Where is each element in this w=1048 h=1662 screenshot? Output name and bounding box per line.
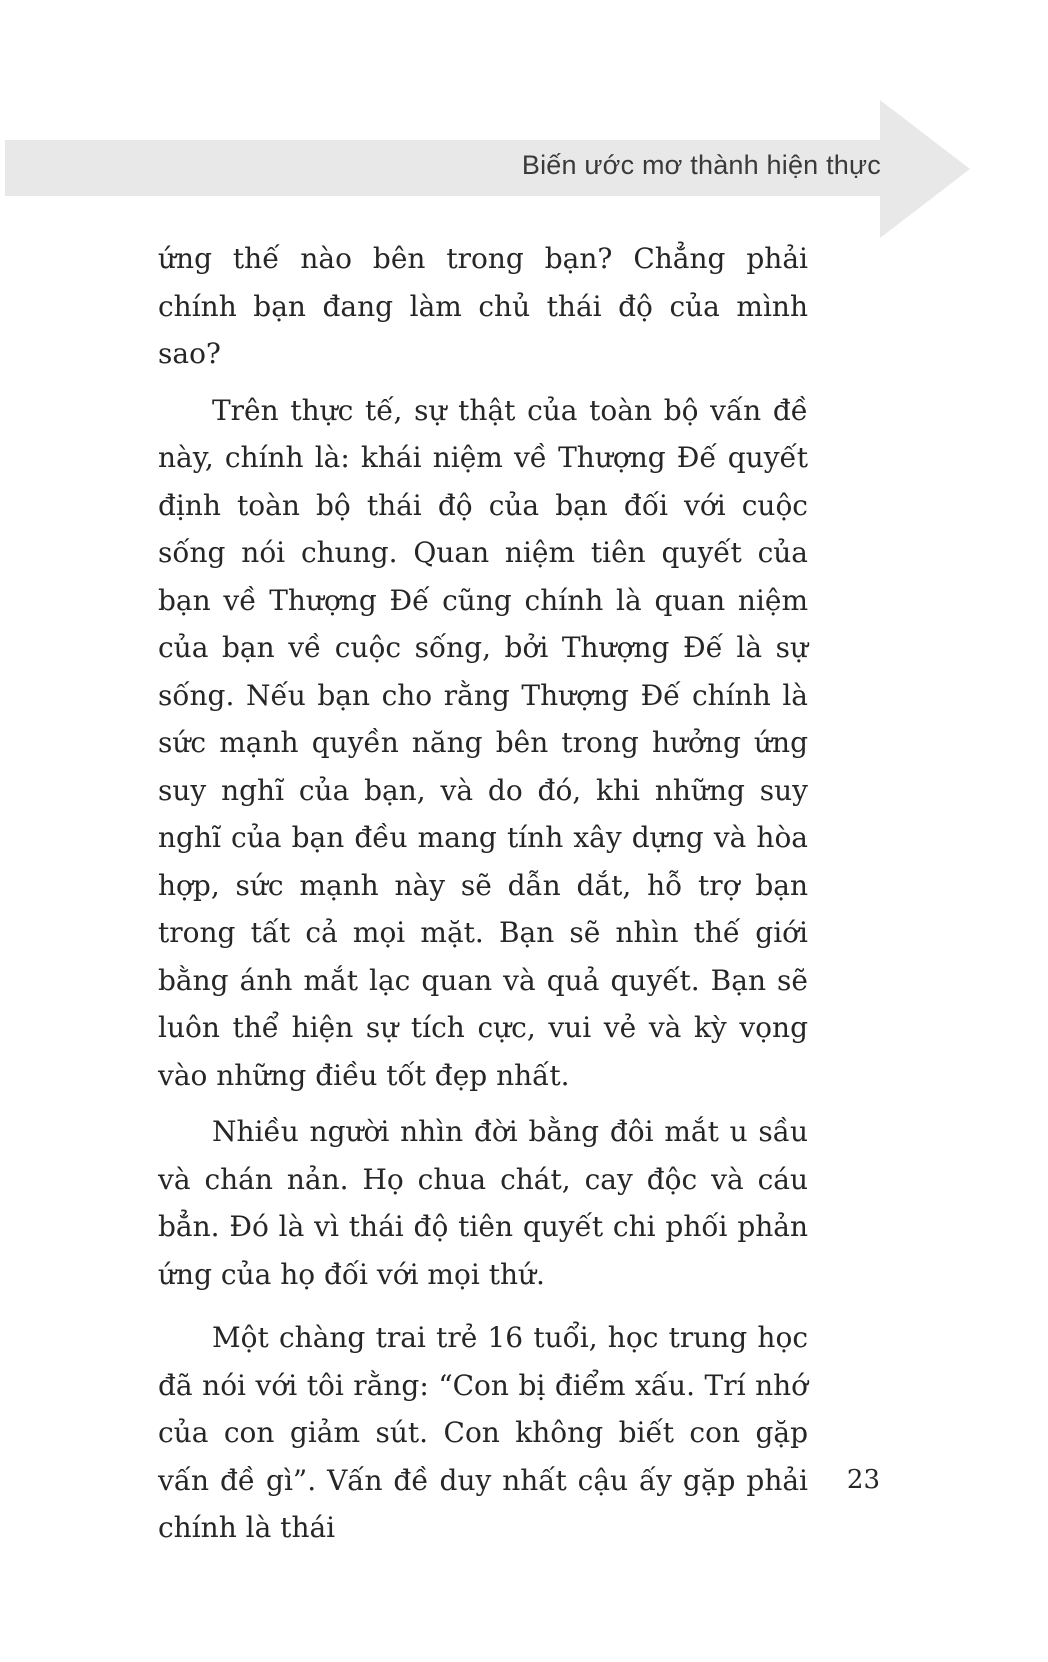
paragraph: Một chàng trai trẻ 16 tuổi, học trung học đã nói với tôi rằng: “Con bị điểm xấu. Trí nhớ của con giảm sút. Con không biết con gặp vấn đề gì”. Vấn đề duy nhất cậu ấy gặp phải chính là thái (158, 1321, 808, 1544)
paragraph: Trên thực tế, sự thật của toàn bộ vấn đề này, chính là: khái niệm về Thượng Đế quyết định toàn bộ thái độ của bạn đối với cuộc sống nói chung. Quan niệm tiên quyết của bạn về Thượng Đế cũng chính là quan niệm của bạn về cuộc sống, bởi Thượng Đế là sự sống. Nếu bạn cho rằng Thượng Đế chính là sức mạnh quyền năng bên trong hưởng ứng suy nghĩ của bạn, và do đó, khi những suy nghĩ của bạn đều mang tính xây dựng và hòa hợp, sức mạnh này sẽ dẫn dắt, hỗ trợ bạn trong tất cả mọi mặt. Bạn sẽ nhìn thế giới bằng ánh mắt lạc quan và quả quyết. Bạn sẽ luôn thể hiện sự tích cực, vui vẻ và kỳ vọng vào những điều tốt đẹp nhất. (158, 393, 808, 1092)
paragraph: ứng thế nào bên trong bạn? Chẳng phải chính bạn đang làm chủ thái độ của mình sao? (158, 242, 808, 370)
paragraph: Nhiều người nhìn đời bằng đôi mắt u sầu và chán nản. Họ chua chát, cay độc và cáu bẳn. Đó là vì thái độ tiên quyết chi phối phản ứng của họ đối với mọi thứ. (158, 1115, 808, 1291)
body-text (158, 235, 808, 1552)
header-arrow-band (0, 0, 1048, 260)
page-number: 23 (846, 1465, 880, 1495)
running-header-title: Biến ước mơ thành hiện thực (521, 150, 881, 180)
